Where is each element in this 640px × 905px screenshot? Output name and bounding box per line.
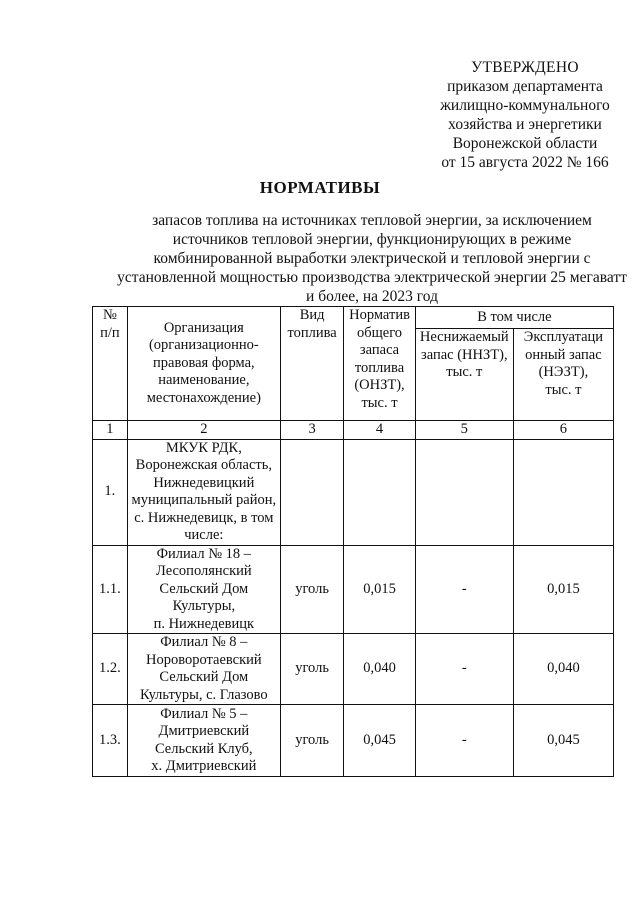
header-nezt: Эксплуатаци онный запас (НЭЗТ), тыс. т (513, 329, 613, 421)
row-fuel (280, 439, 343, 545)
row-nnzt: - (415, 634, 513, 705)
subtitle-line: запасов топлива на источниках тепловой энергии, за исключением (152, 212, 592, 229)
table-row (93, 545, 614, 634)
approval-line: от 15 августа 2022 № 166 (441, 154, 609, 171)
approval-title: УТВЕРЖДЕНО (471, 59, 579, 76)
subtitle-line: и более, на 2023 год (306, 288, 438, 305)
column-number-cell: 2 (127, 421, 280, 440)
row-nezt (513, 439, 613, 545)
row-onzt (344, 439, 416, 545)
subtitle-line: установленной мощностью производства электрической энергии 25 мегаватт (117, 269, 627, 286)
header-organization: Организация (организационно- правовая форма, наименование, местонахождение) (127, 307, 280, 421)
approval-line: жилищно-коммунального (440, 97, 610, 114)
header-number: № п/п (93, 307, 128, 421)
row-onzt: 0,015 (344, 545, 416, 634)
row-organization: Филиал № 8 – Нороворотаевский Сельский Дом Культуры, с. Глазово (127, 634, 280, 705)
approval-line: Воронежской области (452, 135, 598, 152)
approval-line: хозяйства и энергетики (448, 116, 602, 133)
row-number: 1.3. (93, 705, 128, 777)
row-fuel: уголь (280, 705, 343, 777)
row-organization: Филиал № 18 – Лесополянский Сельский Дом Культуры, п. Нижнедевицк (127, 545, 280, 634)
row-fuel: уголь (280, 545, 343, 634)
document-subtitle (92, 211, 640, 306)
column-number-cell: 5 (415, 421, 513, 440)
row-nezt: 0,045 (513, 705, 613, 777)
header-nnzt: Неснижаемый запас (ННЗТ), тыс. т (415, 329, 513, 421)
row-fuel: уголь (280, 634, 343, 705)
table-row (93, 705, 614, 777)
row-nnzt: - (415, 705, 513, 777)
row-onzt: 0,045 (344, 705, 416, 777)
header-including: В том числе (415, 307, 613, 329)
column-number-cell: 4 (344, 421, 416, 440)
row-number: 1.1. (93, 545, 128, 634)
row-number: 1. (93, 439, 128, 545)
row-number: 1.2. (93, 634, 128, 705)
header-fuel-type: Вид топлива (280, 307, 343, 421)
row-organization: МКУК РДК, Воронежская область, Нижнедевицкий муниципальный район, с. Нижнедевицк, в том числе: (127, 439, 280, 545)
table-row (93, 634, 614, 705)
row-organization: Филиал № 5 – Дмитриевский Сельский Клуб, х. Дмитриевский (127, 705, 280, 777)
subtitle-line: источников тепловой энергии, функционирующих в режиме (172, 231, 572, 248)
row-nnzt (415, 439, 513, 545)
table-row (93, 439, 614, 545)
column-number-cell: 6 (513, 421, 613, 440)
column-number-cell: 1 (93, 421, 128, 440)
document-title: НОРМАТИВЫ (259, 178, 381, 197)
subtitle-line: комбинированной выработки электрической и тепловой энергии с (153, 250, 591, 267)
row-nezt: 0,015 (513, 545, 613, 634)
row-nnzt: - (415, 545, 513, 634)
row-nezt: 0,040 (513, 634, 613, 705)
row-onzt: 0,040 (344, 634, 416, 705)
norms-table (92, 306, 614, 777)
approval-line: приказом департамента (447, 78, 603, 95)
column-number-cell: 3 (280, 421, 343, 440)
header-total-norm: Норматив общего запаса топлива (ОНЗТ), тыс. т (344, 307, 416, 421)
approval-block (400, 58, 640, 172)
